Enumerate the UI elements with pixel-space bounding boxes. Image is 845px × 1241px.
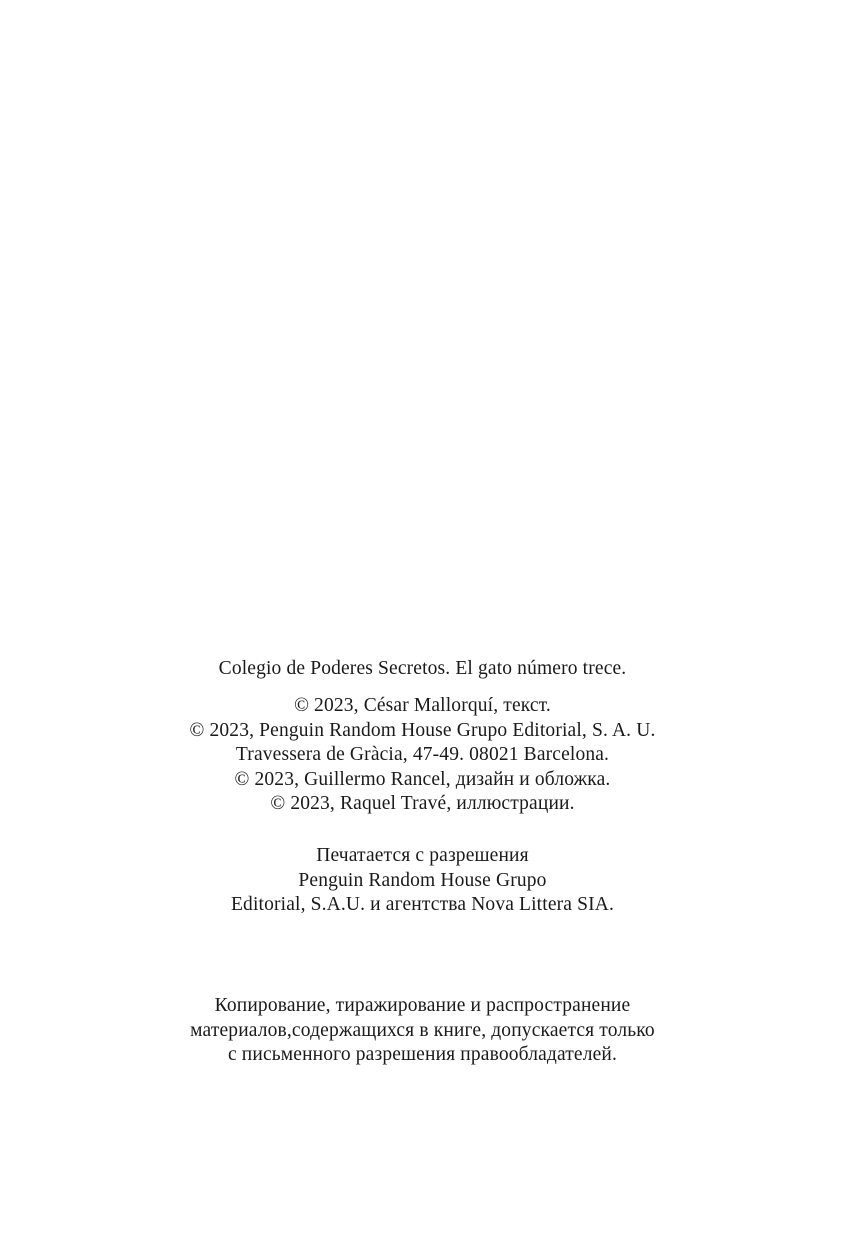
copyright-author: © 2023, César Mallorquí, текст. bbox=[294, 695, 551, 716]
copyright-notices bbox=[0, 694, 845, 817]
legal-line: материалов,содержащихся в книге, допускается только bbox=[190, 1019, 655, 1041]
legal-notice bbox=[0, 994, 845, 1068]
legal-line: Копирование, тиражирование и распространение bbox=[214, 995, 631, 1016]
book-title-block bbox=[0, 657, 845, 682]
copyright-design: © 2023, Guillermo Rancel, дизайн и обложка. bbox=[234, 768, 611, 790]
book-title-line: Colegio de Poderes Secretos. El gato número trece. bbox=[218, 658, 627, 679]
permission-line: Печатается с разрешения bbox=[316, 845, 529, 866]
legal-line: с письменного разрешения правообладателей. bbox=[227, 1044, 618, 1066]
copyright-illustrations: © 2023, Raquel Travé, иллюстрации. bbox=[270, 793, 575, 815]
permission-line: Penguin Random House Grupo bbox=[298, 869, 547, 891]
copyright-publisher: © 2023, Penguin Random House Grupo Editorial, S. A. U. bbox=[189, 719, 656, 741]
permission-line: Editorial, S.A.U. и агентства Nova Littera SIA. bbox=[230, 894, 614, 916]
publisher-address: Travessera de Gràcia, 47-49. 08021 Barcelona. bbox=[235, 744, 610, 766]
permission-notice bbox=[0, 844, 845, 918]
